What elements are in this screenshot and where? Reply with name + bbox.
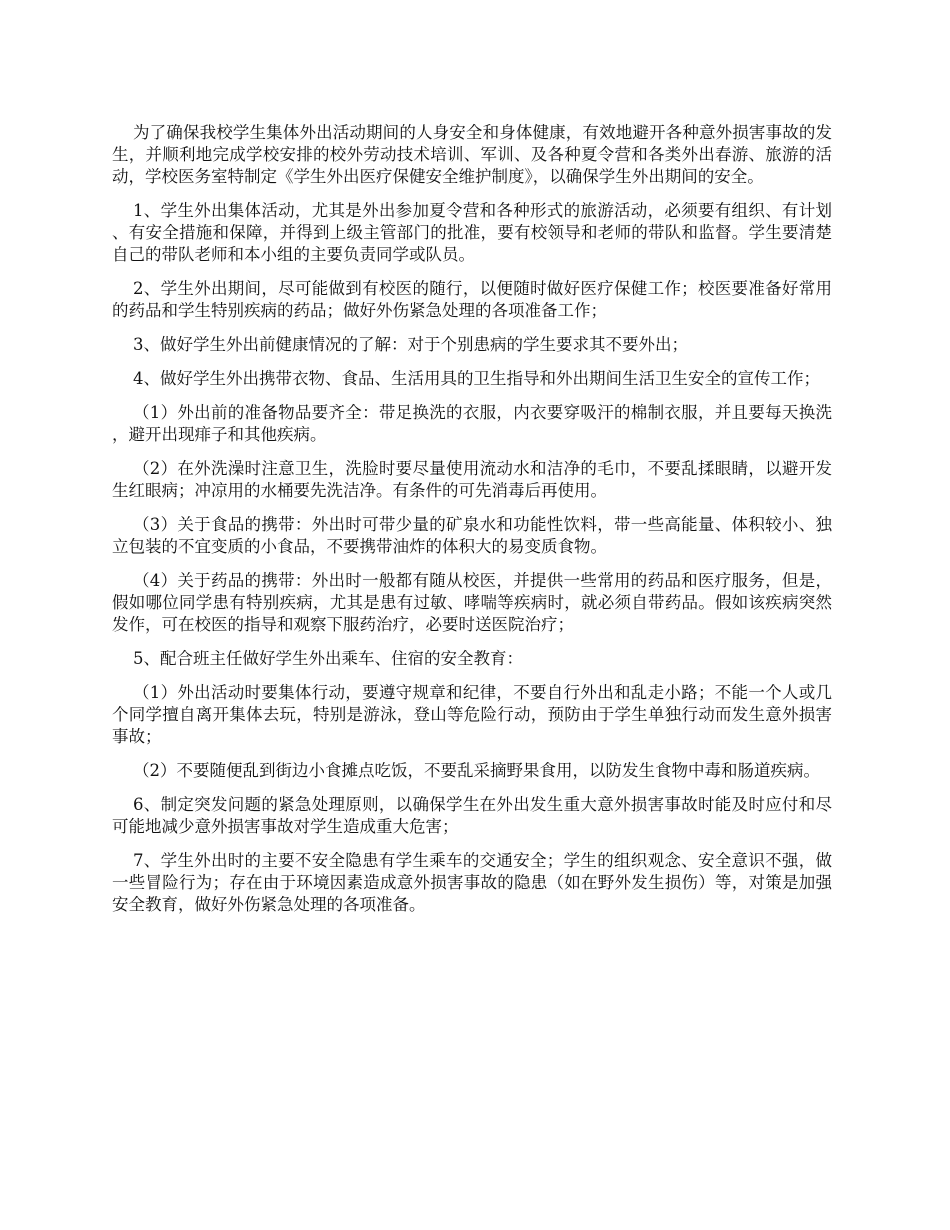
item-1-paragraph: 1、学生外出集体活动，尤其是外出参加夏令营和各种形式的旅游活动，必须要有组织、有计划、有安全措施和保障，并得到上级主管部门的批准，要有校领导和老师的带队和监督。学生要清楚自己的带队老师和本小组的主要负责同学或队员。	[112, 201, 832, 264]
item-5-sub-2-paragraph: （2）不要随便乱到街边小食摊点吃饭，不要乱采摘野果食用，以防发生食物中毒和肠道疾病。	[132, 761, 820, 780]
item-5-sub-1-paragraph: （1）外出活动时要集体行动，要遵守规章和纪律，不要自行外出和乱走小路；不能一个人或几个同学擅自离开集体去玩，特别是游泳，登山等危险行动，预防由于学生单独行动而发生意外损害事故；	[112, 683, 832, 746]
item-6-paragraph: 6、制定突发问题的紧急处理原则，以确保学生在外出发生重大意外损害事故时能及时应付和尽可能地减少意外损害事故对学生造成重大危害；	[112, 795, 832, 836]
intro-paragraph: 为了确保我校学生集体外出活动期间的人身安全和身体健康，有效地避开各种意外损害事故的发生，并顺利地完成学校安排的校外劳动技术培训、军训、及各种夏令营和各类外出春游、旅游的活动，学校医务室特制定《学生外出医疗保健安全维护制度》，以确保学生外出期间的安全。	[112, 123, 832, 186]
item-4-sub-1-paragraph: （1）外出前的准备物品要齐全：带足换洗的衣服，内衣要穿吸汗的棉制衣服，并且要每天换洗，避开出现痱子和其他疾病。	[112, 403, 832, 444]
item-7-paragraph: 7、学生外出时的主要不安全隐患有学生乘车的交通安全；学生的组织观念、安全意识不强，做一些冒险行为；存在由于环境因素造成意外损害事故的隐患（如在野外发生损伤）等，对策是加强安全教育，做好外伤紧急处理的各项准备。	[112, 851, 832, 914]
item-5-paragraph: 5、配合班主任做好学生外出乘车、住宿的安全教育：	[132, 649, 523, 668]
document-body	[112, 122, 832, 928]
item-4-paragraph: 4、做好学生外出携带衣物、食品、生活用具的卫生指导和外出期间生活卫生安全的宣传工作；	[132, 369, 820, 388]
item-4-sub-2-paragraph: （2）在外洗澡时注意卫生，洗脸时要尽量使用流动水和洁净的毛巾，不要乱揉眼睛，以避开发生红眼病；冲凉用的水桶要先洗洁净。有条件的可先消毒后再使用。	[112, 459, 832, 500]
item-4-sub-4-paragraph: （4）关于药品的携带：外出时一般都有随从校医，并提供一些常用的药品和医疗服务，但是，假如哪位同学患有特别疾病，尤其是患有过敏、哮喘等疾病时，就必须自带药品。假如该疾病突然发作，可在校医的指导和观察下服药治疗，必要时送医院治疗；	[112, 571, 832, 634]
item-4-sub-3-paragraph: （3）关于食品的携带：外出时可带少量的矿泉水和功能性饮料，带一些高能量、体积较小、独立包装的不宜变质的小食品，不要携带油炸的体积大的易变质食物。	[112, 515, 832, 556]
item-3-paragraph: 3、做好学生外出前健康情况的了解：对于个别患病的学生要求其不要外出；	[132, 335, 688, 354]
item-2-paragraph: 2、学生外出期间，尽可能做到有校医的随行，以便随时做好医疗保健工作；校医要准备好常用的药品和学生特别疾病的药品；做好外伤紧急处理的各项准备工作；	[112, 279, 832, 320]
